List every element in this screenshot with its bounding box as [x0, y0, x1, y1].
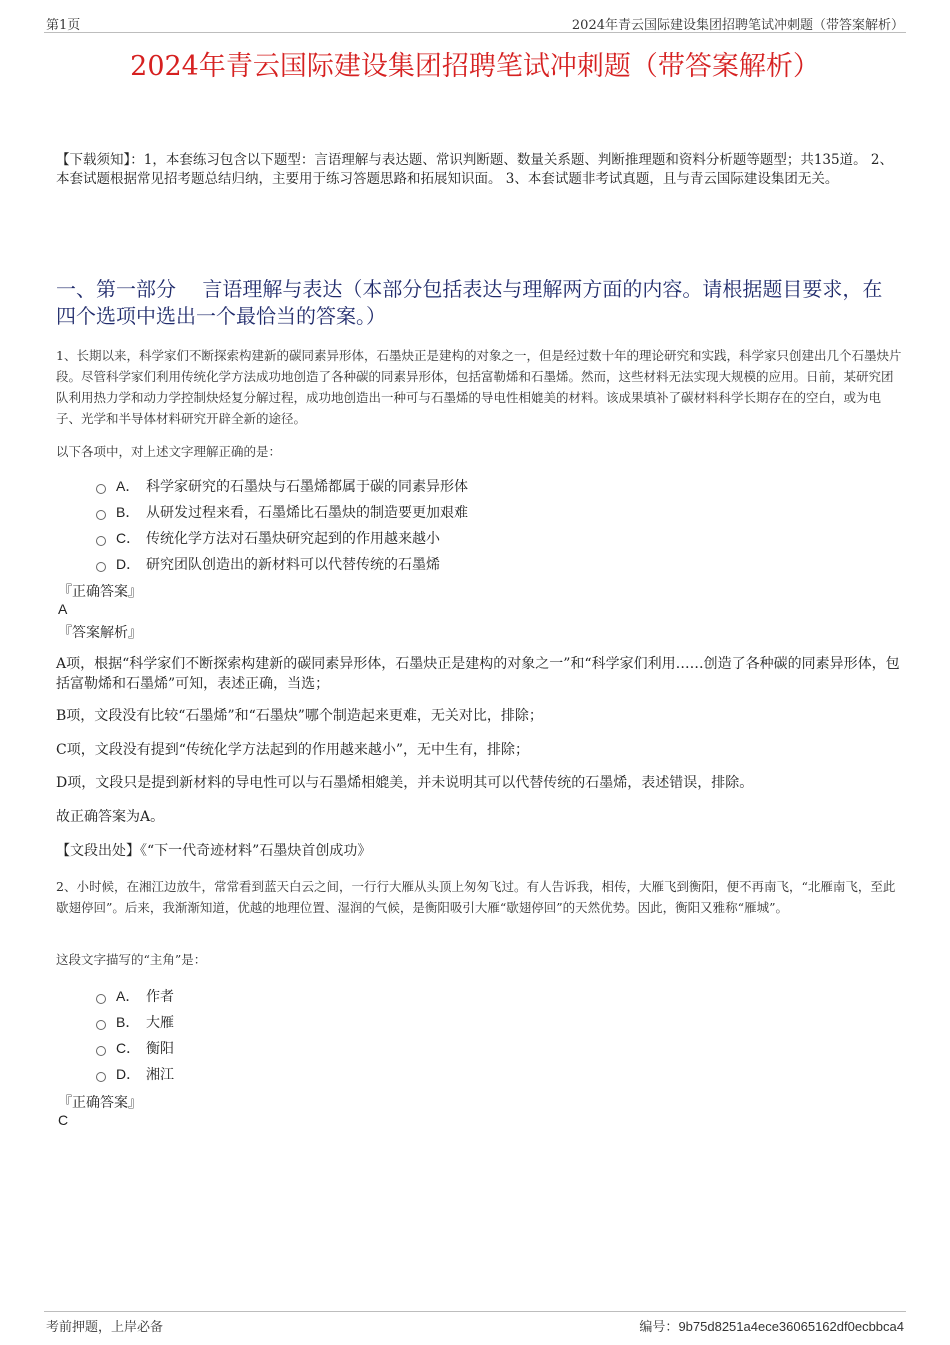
option-text: 传统化学方法对石墨炔研究起到的作用越来越小 [146, 531, 440, 547]
radio-icon[interactable] [96, 536, 106, 546]
footer-code-label: 编号： [639, 1320, 679, 1335]
q2-option-c[interactable] [96, 1038, 174, 1058]
q1-conclusion: 故正确答案为A。 [56, 809, 165, 825]
header-divider [44, 32, 906, 33]
section-heading: 一、第一部分 言语理解与表达（本部分包括表达与理解两方面的内容。请根据题目要求，在四个选项中选出一个最恰当的答案。） [56, 277, 883, 328]
footer-slogan: 考前押题，上岸必备 [46, 1320, 164, 1335]
option-text: 科学家研究的石墨炔与石墨烯都属于碳的同素异形体 [146, 479, 468, 495]
q1-analysis-a: A项，根据“科学家们不断探索构建新的碳同素异形体，石墨炔正是建构的对象之一”和“科学家们利用……创造了各种碳的同素异形体，包括富勒烯和石墨烯”可知，表述正确，当选； [56, 656, 900, 692]
radio-icon[interactable] [96, 510, 106, 520]
q1-option-c[interactable] [96, 528, 440, 548]
radio-icon[interactable] [96, 1046, 106, 1056]
q1-analysis-label: 『答案解析』 [58, 625, 142, 641]
download-notice: 【下载须知】：1，本套练习包含以下题型：言语理解与表达题、常识判断题、数量关系题、判断推理题和资料分析题等题型；共135道。 2、本套试题根据常见招考题总结归纳，主要用于练习答题思路和拓展知识面。 3、本套试题非考试真题，且与青云国际建设集团无关。 [56, 152, 893, 187]
option-text: 衡阳 [146, 1041, 174, 1057]
radio-icon[interactable] [96, 994, 106, 1004]
option-key: A． [116, 478, 140, 494]
footer-code-value: 9b75d8251a4ece36065162df0ecbbca4 [678, 1319, 904, 1334]
q1-answer-value: A [58, 601, 68, 617]
q1-option-a[interactable] [96, 476, 468, 496]
option-key: D． [116, 1066, 141, 1082]
question-1-text: 1、长期以来，科学家们不断探索构建新的碳同素异形体，石墨炔正是建构的对象之一，但是经过数十年的理论研究和实践，科学家只创建出几个石墨炔片段。尽管科学家们利用传统化学方法成功地创造了各种碳的同素异形体，包括富勒烯和石墨烯。然而，这些材料无法实现大规模的应用。日前，某研究团队利用热力学和动力学控制炔烃复分解过程，成功地创造出一种可与石墨烯的导电性相媲美的材料。该成果填补了碳材料科学长期存在的空白，或为电子、光学和半导体材料研究开辟全新的途径。 [56, 348, 902, 426]
radio-icon[interactable] [96, 484, 106, 494]
q1-source: 【文段出处】《“下一代奇迹材料”石墨炔首创成功》 [56, 843, 372, 859]
option-key: D． [116, 556, 141, 572]
footer-divider [44, 1311, 906, 1312]
option-text: 作者 [146, 989, 174, 1005]
option-text: 研究团队创造出的新材料可以代替传统的石墨烯 [146, 557, 440, 573]
option-key: B． [116, 1014, 140, 1030]
q1-analysis-b: B项，文段没有比较“石墨烯”和“石墨炔”哪个制造起来更难，无关对比，排除； [56, 708, 543, 724]
q2-answer-label: 『正确答案』 [58, 1095, 142, 1111]
option-key: C． [116, 530, 141, 546]
option-key: B． [116, 504, 140, 520]
q1-option-d[interactable] [96, 554, 440, 574]
q2-option-a[interactable] [96, 986, 174, 1006]
page-title: 2024年青云国际建设集团招聘笔试冲刺题（带答案解析） [130, 51, 820, 82]
option-text: 从研发过程来看，石墨烯比石墨炔的制造要更加艰难 [146, 505, 468, 521]
option-key: C． [116, 1040, 141, 1056]
q1-answer-label: 『正确答案』 [58, 584, 142, 600]
q2-option-b[interactable] [96, 1012, 174, 1032]
radio-icon[interactable] [96, 1072, 106, 1082]
q2-option-d[interactable] [96, 1064, 174, 1084]
question-2-text: 2、小时候，在湘江边放牛，常常看到蓝天白云之间，一行行大雁从头顶上匆匆飞过。有人告诉我，相传，大雁飞到衡阳，便不再南飞，“北雁南飞，至此歇翅停回”。后来，我渐渐知道，优越的地理位置、湿润的气候，是衡阳吸引大雁“歇翅停回”的天然优势。因此，衡阳又雅称“雁城”。 [56, 879, 896, 915]
q1-analysis-d: D项，文段只是提到新材料的导电性可以与石墨烯相媲美，并未说明其可以代替传统的石墨烯，表述错误，排除。 [56, 775, 754, 791]
option-text: 大雁 [146, 1015, 174, 1031]
option-text: 湘江 [146, 1067, 174, 1083]
radio-icon[interactable] [96, 1020, 106, 1030]
radio-icon[interactable] [96, 562, 106, 572]
footer-code [639, 1316, 904, 1335]
option-key: A． [116, 988, 140, 1004]
q2-answer-value: C [58, 1112, 69, 1128]
header-doc-title: 2024年青云国际建设集团招聘笔试冲刺题（带答案解析） [571, 18, 904, 33]
q1-analysis-c: C项，文段没有提到“传统化学方法起到的作用越来越小”，无中生有，排除； [56, 742, 530, 758]
page-number: 第1页 [46, 18, 81, 33]
question-2-stem: 这段文字描写的“主角”是： [56, 952, 207, 967]
q1-option-b[interactable] [96, 502, 468, 522]
question-1-stem: 以下各项中，对上述文字理解正确的是： [56, 444, 282, 459]
